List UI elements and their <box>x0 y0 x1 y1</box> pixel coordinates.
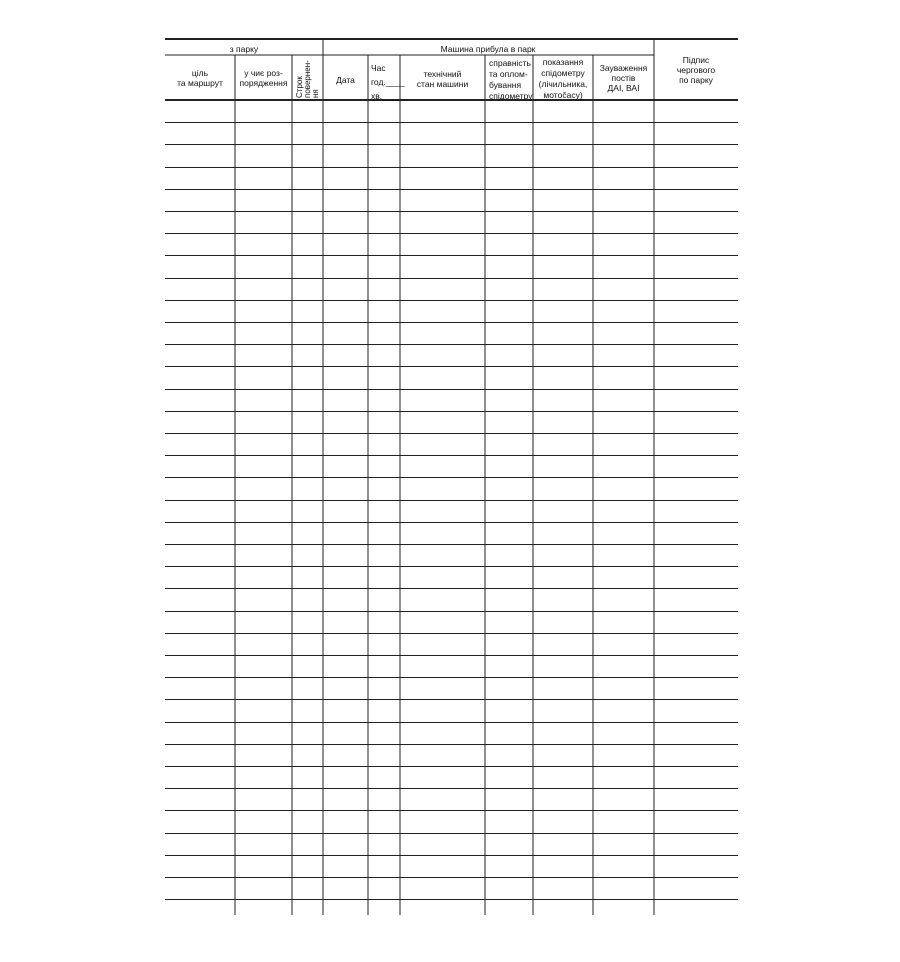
col-header-traffic-police-remarks: Зауваження постів ДАІ, ВАІ <box>599 63 648 93</box>
col-header-purpose-route: ціль та маршрут <box>177 68 223 88</box>
col-header-duty-officer-signature: Підпис чергового по парку <box>676 55 716 85</box>
group-header-arrived-in-park: Машина прибула в парк <box>440 44 536 54</box>
group-header-from-park: з парку <box>229 44 259 54</box>
col-header-speedometer-readings: показання спідометру (лічильника, мотočасу) <box>538 57 588 100</box>
col-header-return-term: Строк повернен- ня <box>295 60 320 98</box>
col-header-tech-condition: технічний стан машини <box>416 69 469 89</box>
col-header-date: Дата <box>336 75 355 85</box>
col-header-time: Час год.____ хв.____ <box>371 63 405 101</box>
col-header-at-disposal: у чиє роз- порядження <box>239 68 288 88</box>
col-header-speedometer-seal: справність та оплом- бування спідометру <box>489 58 533 101</box>
